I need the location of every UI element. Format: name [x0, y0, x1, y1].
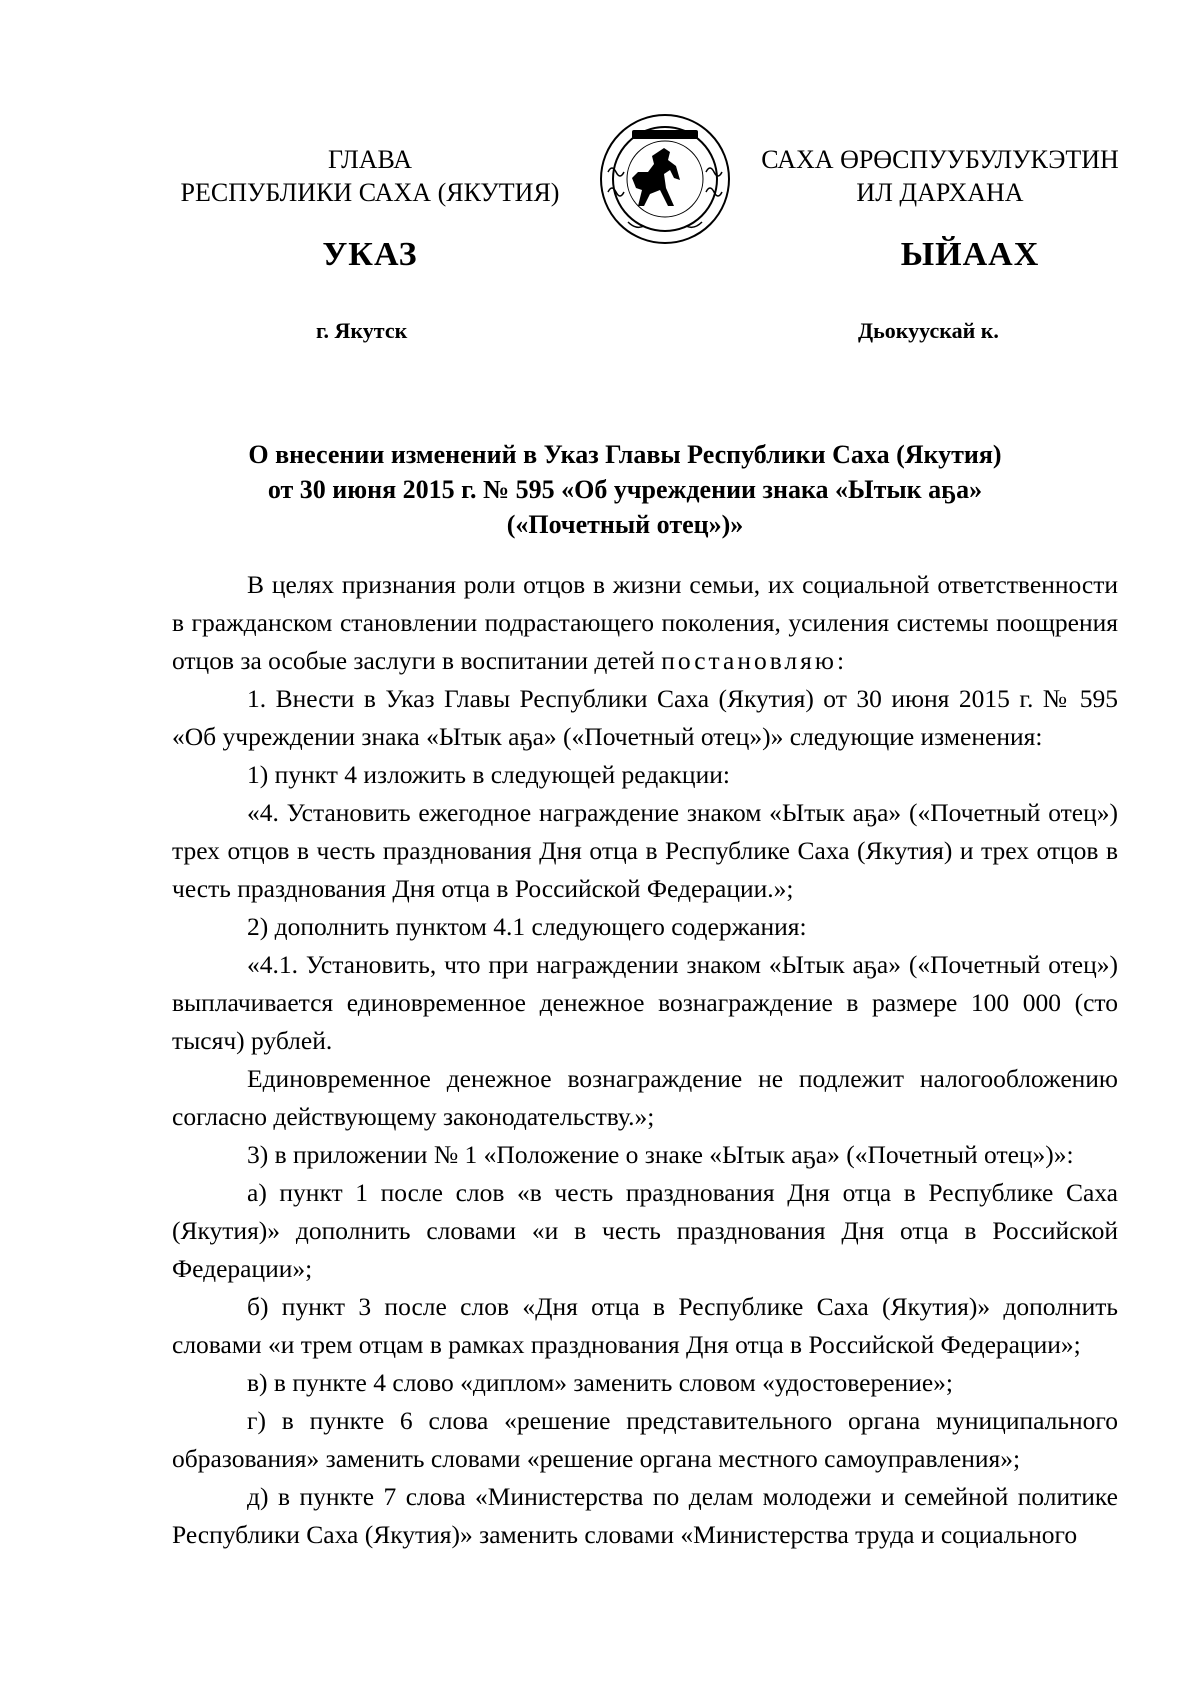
- issuer-header-sakha: [740, 143, 1140, 209]
- city-sakha: Дьокуускай к.: [858, 318, 999, 343]
- document-title: [150, 437, 1100, 542]
- issuer-line-1: ГЛАВА: [328, 145, 412, 174]
- preamble-colon: :: [836, 646, 845, 675]
- paragraph-quote-4: «4. Установить ежегодное награждение знаком «Ытык аҕа» («Почетный отец») трех отцов в честь празднования Дня отца в Республике Саха (Якутия) и трех отцов в честь празднования Дня отца в Российской Федерации.»;: [172, 798, 1118, 903]
- decree-type-sakha: ЫЙААХ: [900, 236, 1040, 273]
- issuer-line-2-sakha: ИЛ ДАРХАНА: [856, 178, 1024, 207]
- paragraph-sub-3: 3) в приложении № 1 «Положение о знаке «Ытык аҕа» («Почетный отец»)»:: [247, 1140, 1074, 1169]
- paragraph-sub-1: 1) пункт 4 изложить в следующей редакции:: [247, 760, 730, 789]
- issuer-line-2: РЕСПУБЛИКИ САХА (ЯКУТИЯ): [180, 178, 560, 207]
- preamble-resolve-word: постановляю: [661, 646, 837, 675]
- title-line-2: от 30 июня 2015 г. № 595 «Об учреждении знака «Ытык аҕа»: [267, 475, 983, 504]
- preamble-text: В целях признания роли отцов в жизни семьи, их социальной ответственности в гражданском становлении подрастающего поколения, усиления системы поощрения отцов за особые заслуги в воспитании детей: [172, 570, 1118, 675]
- paragraph-sub-v: в) в пункте 4 слово «диплом» заменить словом «удостоверение»;: [247, 1368, 954, 1397]
- issuer-header-ru: [160, 143, 580, 209]
- document-body: [172, 566, 1118, 1554]
- paragraph-tax-note: Единовременное денежное вознаграждение не подлежит налогообложению согласно действующему законодательству.»;: [172, 1064, 1118, 1131]
- title-line-1: О внесении изменений в Указ Главы Республики Саха (Якутия): [248, 440, 1002, 469]
- issuer-line-1-sakha: САХА ӨРӨСПУУБУЛУКЭТИН: [761, 145, 1119, 174]
- paragraph-sub-2: 2) дополнить пунктом 4.1 следующего содержания:: [247, 912, 807, 941]
- city-ru: г. Якутск: [316, 318, 408, 343]
- paragraph-preamble: [172, 566, 1118, 680]
- paragraph-quote-4-1: «4.1. Установить, что при награждении знаком «Ытык аҕа» («Почетный отец») выплачивается единовременное денежное вознаграждение в размере 100 000 (сто тысяч) рублей.: [172, 950, 1118, 1055]
- paragraph-item-1: 1. Внести в Указ Главы Республики Саха (Якутия) от 30 июня 2015 г. № 595 «Об учреждении знака «Ытык аҕа» («Почетный отец»)» следующие изменения:: [172, 684, 1118, 751]
- title-line-3: («Почетный отец»)»: [506, 510, 744, 539]
- paragraph-sub-d: д) в пункте 7 слова «Министерства по делам молодежи и семейной политике Республики Саха (Якутия)» заменить словами «Министерства труда и социального: [172, 1482, 1118, 1549]
- paragraph-sub-a: а) пункт 1 после слов «в честь празднования Дня отца в Республике Саха (Якутия)» дополнить словами «и в честь празднования Дня отца в Российской Федерации»;: [172, 1178, 1118, 1283]
- paragraph-sub-b: б) пункт 3 после слов «Дня отца в Республике Саха (Якутия)» дополнить словами «и трем отцам в рамках празднования Дня отца в Российской Федерации»;: [172, 1292, 1118, 1359]
- coat-of-arms-icon: [598, 112, 732, 246]
- paragraph-sub-g: г) в пункте 6 слова «решение представительного органа муниципального образования» заменить словами «решение органа местного самоуправления»;: [172, 1406, 1118, 1473]
- decree-type-ru: УКАЗ: [322, 236, 418, 273]
